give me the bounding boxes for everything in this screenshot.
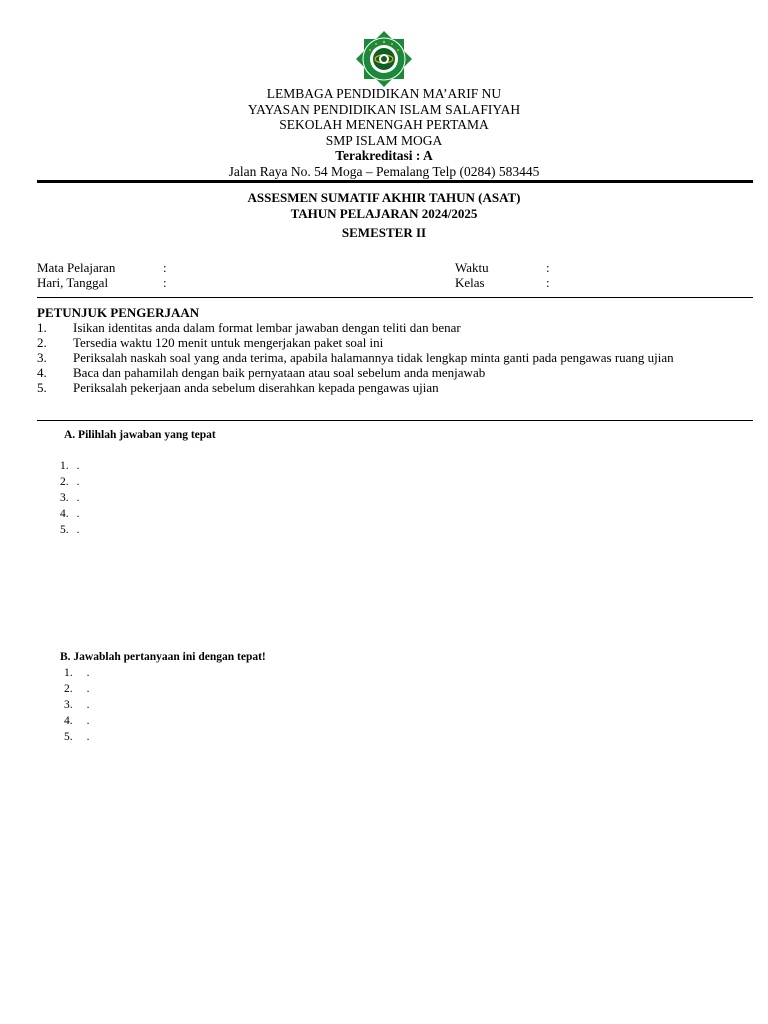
question-number: 5.: [64, 731, 73, 743]
instruction-number: 2.: [37, 335, 47, 350]
instructions-heading: PETUNJUK PENGERJAAN: [37, 305, 200, 320]
question-item: [64, 729, 90, 745]
header-divider: [37, 180, 753, 183]
accreditation: Terakreditasi : A: [335, 148, 433, 163]
class-colon: :: [546, 275, 550, 290]
subject-colon: :: [163, 260, 167, 275]
class-label: Kelas: [455, 275, 485, 290]
question-item: [64, 665, 90, 681]
instruction-number: 5.: [37, 380, 47, 395]
instructions-divider: [37, 420, 753, 421]
address: Jalan Raya No. 54 Moga – Pemalang Telp (0284) 583445: [228, 163, 540, 179]
instruction-number: 1.: [37, 320, 47, 335]
question-text: .: [76, 508, 80, 520]
instruction-number: 3.: [37, 350, 47, 365]
question-item: [60, 490, 80, 506]
instruction-item: [37, 365, 732, 380]
question-item: [64, 681, 90, 697]
instruction-text: Isikan identitas anda dalam format lembar jawaban dengan teliti dan benar: [73, 320, 461, 335]
exam-title-line-1: ASSESMEN SUMATIF AKHIR TAHUN (ASAT): [247, 190, 521, 205]
instruction-item: [37, 380, 732, 395]
question-text: .: [76, 492, 80, 504]
question-number: 5.: [60, 524, 69, 536]
nu-emblem-icon: [348, 30, 420, 88]
instruction-item: [37, 320, 732, 335]
time-colon: :: [546, 260, 550, 275]
section-b-questions: [64, 665, 90, 745]
institution-line-4: SMP ISLAM MOGA: [325, 132, 443, 148]
info-divider: [37, 297, 753, 298]
question-text: .: [86, 683, 90, 695]
question-text: .: [86, 699, 90, 711]
question-number: 1.: [64, 667, 73, 679]
day-label: Hari, Tanggal: [37, 275, 109, 290]
question-item: [60, 522, 80, 538]
question-item: [64, 697, 90, 713]
section-b-title: B. Jawablah pertanyaan ini dengan tepat!: [60, 651, 266, 663]
question-text: .: [86, 715, 90, 727]
question-number: 3.: [60, 492, 69, 504]
question-text: .: [86, 731, 90, 743]
question-item: [64, 713, 90, 729]
institution-line-3: SEKOLAH MENENGAH PERTAMA: [279, 117, 489, 132]
section-a-title: A. Pilihlah jawaban yang tepat: [64, 429, 216, 441]
question-item: [60, 474, 80, 490]
instruction-text: Baca dan pahamilah dengan baik pernyataan atau soal sebelum anda menjawab: [73, 365, 486, 380]
exam-title: [0, 190, 768, 241]
question-number: 4.: [64, 715, 73, 727]
question-text: .: [76, 460, 80, 472]
question-text: .: [86, 667, 90, 679]
exam-title-line-2: TAHUN PELAJARAN 2024/2025: [290, 206, 478, 221]
question-item: [60, 506, 80, 522]
question-number: 4.: [60, 508, 69, 520]
institution-line-1: LEMBAGA PENDIDIKAN MA’ARIF NU: [266, 86, 502, 101]
instructions: [37, 305, 732, 395]
question-text: .: [76, 524, 80, 536]
question-number: 2.: [64, 683, 73, 695]
instruction-text: Periksalah naskah soal yang anda terima, apabila halamannya tidak lengkap minta ganti pada pengawas ruang ujian: [73, 350, 674, 365]
instruction-text: Tersedia waktu 120 menit untuk mengerjakan paket soal ini: [73, 335, 384, 350]
subject-label: Mata Pelajaran: [37, 260, 116, 275]
question-number: 1.: [60, 460, 69, 472]
instruction-item: [37, 350, 732, 365]
time-label: Waktu: [455, 260, 489, 275]
section-a-questions: [60, 458, 80, 538]
question-number: 2.: [60, 476, 69, 488]
exam-title-line-3: SEMESTER II: [341, 225, 427, 240]
instruction-number: 4.: [37, 365, 47, 380]
letterhead: [0, 86, 768, 179]
question-item: [60, 458, 80, 474]
institution-line-2: YAYASAN PENDIDIKAN ISLAM SALAFIYAH: [247, 101, 521, 117]
instruction-text: Periksalah pekerjaan anda sebelum diserahkan kepada pengawas ujian: [73, 380, 439, 395]
day-colon: :: [163, 275, 167, 290]
question-number: 3.: [64, 699, 73, 711]
instruction-item: [37, 335, 732, 350]
question-text: .: [76, 476, 80, 488]
